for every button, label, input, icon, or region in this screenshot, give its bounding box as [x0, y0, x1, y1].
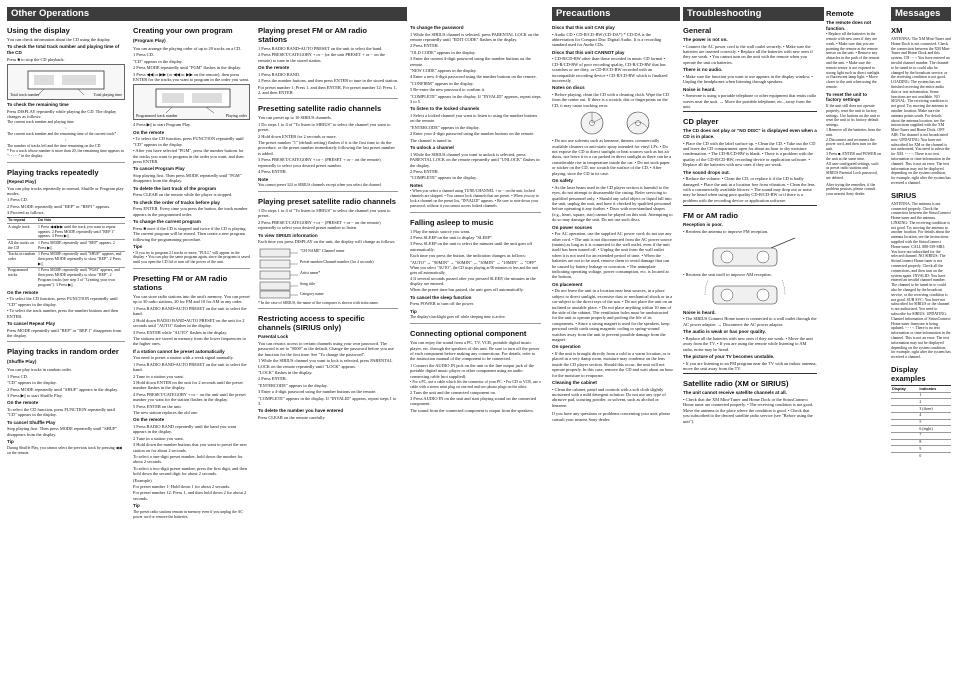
heading-playing-preset-satellite: Playing preset satellite radio channels — [258, 196, 397, 206]
heading-cd-player: CD player — [683, 117, 719, 127]
panel-troubleshooting: Troubleshooting General The power is not on. • Connect the AC power cord to the wall outlet securely. • Make sure the batteries are inserted correctly. • Replace all the batteries with new ones if they are weak. • You cannot turn on the unit with the remote when you operate the unit on batteries. There is no audio. • Make sure the function you want to use appears in the display window. • Unplug the headphones when listening through speakers. Noise is heard. • Someone is using a portable telephone or other equipment that emits radio waves near the unit. → Move the portable telephone, etc., away from the unit. CD player The CD does not play or "NO DISC" is displayed even when a CD is in place. • Place the CD with the label surface up. • Clean the CD. • Take out the CD and leave the CD compartment open for about an hour to dry moisture condensation. • The CD-R/CD-RW is blank. • There is a problem with the quality of the CD-R/CD-RW, recording device or application software. • Replace all the batteries with new ones if they are weak. The sound drops out. • Reduce the volume. • Clean the CD, or replace it if the CD is badly damaged. • Place the unit in a location free from vibration. • Clean the lens with a commercially available blower. • The sound may drop out or noise may be heard when using poor quality CD-R/CD-RW or if there is a problem with the recording device or application software. FM or AM radio Reception is poor. • Reorient the antenna to improve FM reception. • Reorient the unit itself to improve AM reception. Noise is heard. • The SIRIUS Connect Home tuner is connected to a wall outlet through the AC power adaptor. → Disconnect the AC power adaptor. The audio is weak or has poor quality. • Replace all the batteries with new ones if they are weak. • Move the unit away from the TV. • If you are using the remote while listening to AM radio, noise may be heard. The picture of your TV becomes unstable. • If you are listening to an FM program near the TV with an indoor antenna, move the unit away from the TV. Satellite radio (XM or SIRIUS) The unit cannot receive satellite channels at all. • Check that the XM Mini-Tuner and Home Dock or the SiriusConnect Home tuner are connected properly. • The receiving condition is not good. Move the antenna to the place where the condition is good. • Check that you subscribed to the desired satellite radio service (see "Before using the unit"). — [683, 7, 824, 425]
table-row: 2 — [891, 399, 951, 406]
band-troubleshooting: Troubleshooting — [683, 7, 824, 21]
heading-xm: XM — [891, 26, 903, 35]
band-precautions: Precautions — [552, 7, 680, 21]
panel-other-operations — [7, 7, 407, 519]
column-remote: Remote The remote does not function. • Replace all the batteries in the remote with new ones if they are weak. • Make sure that you are pointing the remote at the remote sensor on the unit. • Remove any obstacles in the path of the remote and the unit. • Make sure the remote sensor is not exposed to strong light such as direct sunlight or fluorescent lamp light. • Move closer to the unit when using the remote. To reset the unit to factory settings If the unit still does not operate properly, reset the unit to factory settings. Use buttons on the unit to reset the unit to its factory default settings. 1 Remove all the batteries from the unit. 2 Disconnect and reconnect the power cord, and then turn on the unit. 3 Press ■, ENTER and POWER on the unit at the same time. All user-configured settings, such as preset radio stations and SIRIUS Parental Lock password, are deleted. After trying the remedies, if the problem persists, please consult your nearest Sony dealer. — [826, 9, 881, 197]
table-row: 8 — [891, 439, 951, 446]
sirius-display-flow: "CH NAME" Channel name Preset number/Channel number (for 4 seconds) Artist name* Song title Category name — [258, 247, 398, 299]
heading-falling-asleep: Falling asleep to music — [410, 217, 494, 227]
table-row: 7 — [891, 432, 951, 439]
table-row: All the tracks on the CD 1 Press MODE repeatedly until "REP" appears. 2 Press ▶||. — [7, 240, 125, 251]
panel-messages: Messages XM ANTENNA: The XM Mini-Tuner and Home Dock is not connected. Check the connection between the XM Mini-Tuner and Home Dock and this system. CH - - -: You have entered an invalid channel number. The channel to be tuned in to could also be changed by the broadcast service, or the receiving condition is not good. LOADING: The system has not finished receiving the entire audio data or text information. Some functions are not available. NO SIGNAL: The receiving condition is not good. Try moving the antenna to another location. Make sure the antenna points south. For details about the antenna location, see the instructions supplied with the XM Mini-Tuner and Home Dock. OFF AIR: The channel is not broadcasted now. UPDATING: You have not subscribed for XM or the channel is not authorized. You need to subscribe for XM. - - - -: There is no text information or time information in the channel. This is not an error. The text information may not be displayed depending on the system condition, for example, right after the system has received a channel. SIRIUS ANTENNA: The antenna is not connected properly. Check the connection between the SiriusConnect Home tuner and the antenna. LINKING: The receiving condition is not good. Try moving the antenna to another location. For details about the antenna location, see the instructions supplied with the SiriusConnect Home tuner. CALL 888-539-SIRI: You have not subscribed for the selected channel. NO SIRIUS: The SiriusConnect Home tuner is not connected properly. Check all the connections, and then turn on the system again. INVALID: You have entered an invalid channel number. The channel to be tuned in to could also be changed by the broadcast service, or the receiving condition is not good. SUB SVC: You have not subscribed for SIRIUS or the channel is not authorized. You need to subscribe for SIRIUS. UPDATING: Channel information of SiriusConnect Home tuner firmware is being updated. - - - -: There is no text information or time information in the channel. This is not an error. The text information may not be displayed depending on the system condition, for example, right after the system has received a channel. Display examples Display Indicates 1 2 3 (three) 4 5 6 (eight) 7 8 9 0 — [891, 8, 951, 458]
heading-restricting-access: Restricting access to specific channels (SIRIUS only) — [258, 314, 365, 333]
heading-using-display: Using the display — [7, 26, 70, 35]
table-row: 9 — [891, 446, 951, 453]
heading-program-play: Creating your own program (Program Play) — [133, 26, 233, 43]
repeat-table: To repeat Do this A single track 1 Press ◀◀/▶▶ until the track you want to repeat appears. 2 Press MODE repeatedly until "REP 1" appears. 3 Press ▶||. All the tracks on the CD 1 Press MODE repeatedly until "REP" appears. 2 Press ▶||. Tracks in random order 1 Press MODE repeatedly until "SHUF" appears, and then press MODE repeatedly to show "REP". 2 Press ▶||. Programmed tracks 1 Press MODE repeatedly until "PGM" appears, and then press MODE repeatedly to show "REP". 2 Program tracks (see step 3 of "Creating your own program"). 3 Press ▶||. — [7, 217, 125, 288]
heading-remote: Remote — [826, 9, 854, 18]
display-illustration: Total track number Total playing time — [7, 64, 125, 100]
table-row: Tracks in random order 1 Press MODE repeatedly until "SHUF" appears, and then press MODE repeatedly to show "REP". 2 Press ▶||. — [7, 251, 125, 267]
heading-sirius: SIRIUS — [891, 190, 917, 200]
disc-cleaning-illustration — [552, 110, 673, 136]
band-messages: Messages — [891, 7, 951, 21]
table-row: 4 — [891, 412, 951, 419]
heading-shuffle-play: Playing tracks in random order (Shuffle Play) — [7, 347, 119, 365]
fm-antenna-illustration — [683, 236, 817, 270]
panel-precautions: Precautions Discs that this unit CAN play • Audio CD • CD-R/CD-RW (CD-DA*) * CD-DA is the abbreviation for Compact Disc Digital Audio. It is a recording standard used for Audio CDs. Discs that this unit CANNOT play • CD-R/CD-RW other than those recorded in music CD format • CD-R/CD-RW of poor recording quality, CD-R/CD-RW that has scratches or are dirty, or CD-R/CD-RW recorded with an incompatible recording device • CD-R/CD-RW which is finalized incorrectly Notes on discs • Before playing, clean the CD with a cleaning cloth. Wipe the CD from the center out. If there is a scratch, dirt or fingerprints on the CD, it may cause tracking error. • Do not use solvents such as benzene, thinner, commercially available cleaners or anti-static spray intended for vinyl LPs. • Do not expose the CD to direct sunlight or heat sources such as hot air ducts, nor leave it in a car parked in direct sunlight as there can be a considerable rise in temperature inside the car. • Do not stick paper or sticker on the CD, nor scratch the surface of the CD. • After playing, store the CD in its case. On safety • As the laser beam used in the CD player section is harmful to the eyes, do not attempt to disassemble the casing. Refer servicing to qualified personnel only. • Should any solid object or liquid fall into the unit, unplug the unit, and have it checked by qualified personnel before operating it any further. • Discs with non-standard shapes (e.g., heart, square, star) cannot be played on this unit. Attempting to do so may damage the unit. Do not use such discs. On power sources • For AC operation, use the supplied AC power cord; do not use any other cord. • The unit is not disconnected from the AC power source (mains) as long as it is connected to the wall outlet, even if the unit itself has been turned off. • Unplug the unit from the wall outlet when it is not used for an extended period of time. • When the batteries are not to be used, remove them to avoid damage that can be caused by battery leakage or corrosion. • The nameplate indicating operating voltage, power consumption, etc. is located at the bottom. On placement • Do not leave the unit in a location near heat sources, in a place subject to direct sunlight, excessive dust or mechanical shock or in a car subject to the direct rays of the sun. • Do not place the unit on an inclined or unstable place. • Do not place anything within 10 mm of the side of the cabinet. The ventilation holes must be unobstructed for the unit to operate properly and prolong the life of its components. • Since a strong magnet is used for the speakers, keep personal credit cards using magnetic coding or spring-wound watches away from the unit to prevent possible damage from the magnet. On operation • If the unit is brought directly from a cold to a warm location, or is placed in a very damp room, moisture may condense on the lens inside the CD player section. Should this occur, the unit will not operate properly. In this case, remove the CD and wait about an hour for the moisture to evaporate. Cleaning the cabinet • Clean the cabinet, panel and controls with a soft cloth slightly moistened with a mild detergent solution. Do not use any type of abrasive pad, scouring powder, or solvent, such as alcohol or benzene. If you have any questions or problems concerning your unit, please consult your nearest Sony dealer. — [552, 7, 680, 423]
heading-playing-preset-fm-am: Playing preset FM or AM radio stations — [258, 26, 368, 44]
table-row: 6 (eight) — [891, 426, 951, 433]
column-2: Creating your own program (Program Play) You can arrange the playing order of up to 20 tracks on a CD. 1 Press CD. "CD" appears in the display. 2 Press MODE repeatedly until "PGM" flashes in the display. 3 Press ◀◀ or ▶▶ (or ◀◀ or ▶▶ on the remote), then press ENTER for the tracks you want to program in the order you want. Programmed track number Playing order 4 Press ▶|| to start Program Play. On the remote • To select the CD function, press FUNCTION repeatedly until "CD" appears in the display. • After you have selected "PGM", press the number buttons for the tracks you want to program in the order you want, and then press ENTER. To cancel Program Play Stop playing first. Then press MODE repeatedly until "PGM" disappears from the display. To delete the last track of the program Press CLEAR on the remote while the player is stopped. To check the order of tracks before play Press ENTER. Every time you press the button, the track number appears in the programmed order. To change the current program Press ■ once if the CD is stopped and twice if the CD is playing. The current program will be erased. Then create a new program following the programming procedure. Tips • If you try to program 21 tracks or more, "FULL" will appear in the display. • You can play the same program again, since the program is saved until you open the CD lid or turn off the power of the unit. Presetting FM or AM radio stations You can store radio stations into the unit's memory. You can preset up to 30 radio stations, 20 for FM and 10 for AM in any order. 1 Press RADIO BAND•AUTO PRESET on the unit to select the band. 2 Hold down RADIO BAND•AUTO PRESET on the unit for 2 seconds until "AUTO" flashes in the display. 3 Press ENTER while "AUTO" flashes in the display. The stations are stored in memory from the lower frequencies to the higher ones. If a station cannot be preset automatically You need to preset a station with a weak signal manually. 1 Press RADIO BAND•AUTO PRESET on the unit to select the band. 2 Tune in a station you want. 3 Hold down ENTER on the unit for 2 seconds until the preset number flashes in the display. 4 Press PRESET/CATEGORY + or − on the unit until the preset number you want for the station flashes in the display. 5 Press ENTER on the unit. The new station replaces the old one. On the remote 1 Press RADIO BAND repeatedly until the band you want appears in the display. 2 Tune in a station you want. 3 Hold down the number buttons that you want to preset the new station on for about 2 seconds. To select a one-digit preset number, hold down the number for about 2 seconds. To select a two-digit preset number, press the first digit, and then hold down the second digit for about 2 seconds. (Example) For preset number 1: Hold down 1 for about 2 seconds. For preset number 12: Press 1, and then hold down 2 for about 2 seconds. Tip The preset radio stations remain in memory even if you unplug the AC power cord or remove the batteries. — [133, 26, 250, 519]
column-4: To change the password 1 While the SIRIUS channel is selected, press PARENTAL LOCK on the remote repeatedly until "EDIT CODE" flashes in the display. 2 Press ENTER. "OLD CODE" appears in the display. 3 Enter the current 4-digit password using the number buttons on the remote. "NEW CODE" appears in the display. 4 Enter a new 4-digit password using the number buttons on the remote. "CONFIRM" appears in the display. 5 Re-enter the new password to confirm it. "COMPLETE" appears in the display. If "INVALID" appears, repeat steps 3 to 5. To listen to the locked channels 1 Select a locked channel you want to listen to using the number buttons on the remote. "ENTERCODE" appears in the display. 2 Enter your 4-digit password using the number buttons on the remote. The channel is tuned in. To unlock a channel 1 While the SIRIUS channel you want to unlock is selected, press PARENTAL LOCK on the remote repeatedly until "UNLOCK" flashes in the display. 2 Press ENTER. "COMPLETE" appears in the display. Notes • When you select a channel using TUNE/CHANNEL + or − on the unit, locked channels are skipped. • You cannot lock channels that are preset. • When you try to lock a channel on the preset list, "INVALID" appears. • Be sure to note down your password; without it you cannot access locked channels. Falling asleep to music 1 Play the music source you want. 2 Press SLEEP on the unit to display "SLEEP". 3 Press SLEEP on the unit to select the minutes until the unit goes off automatically. Each time you press the button, the indication changes as follows: "AUTO" → "90MIN" → "60MIN" → "30MIN" → "10MIN" → "OFF" When you select "AUTO", the CD stops playing in 90 minutes or less and the unit goes off automatically. 4 If several seconds passed after you pressed SLEEP, the minutes in the display are entered. When the preset time has passed, the unit goes off automatically. To cancel the sleep function Press POWER to turn off the power. Tip The display's backlight goes off while sleeping time is active. Connecting optional component You can enjoy the sound from a PC, TV, VCR, portable digital music player, etc. through the speakers of this unit. Be sure to turn off the power of each component before making any connections. For details, refer to the instruction manual of the component to be connected. 1 Connect the AUDIO IN jack on the unit to the line output jack of the portable digital music player or other component using an audio connecting cable (not supplied). • For a PC, use a cable which fits the connector of your PC. • For CD or VCR, use a cable with a stereo mini plug on one end and two phono plugs on the other. 2 Turn the unit and the connected component on. 3 Press AUDIO IN on the unit and start playing sound on the connected component. The sound from the connected component is output from the speakers. — [410, 25, 541, 413]
table-row: 3 (three) — [891, 406, 951, 413]
table-row: A single track 1 Press ◀◀/▶▶ until the track you want to repeat appears. 2 Press MODE repeatedly until "REP 1" appears. 3 Press ▶||. — [7, 224, 125, 240]
heading-repeat-play: Playing tracks repeatedly — [7, 167, 99, 177]
heading-presetting-satellite: Presetting satellite radio channels — [258, 104, 382, 114]
display-examples-table: Display Indicates 1 2 3 (three) 4 5 6 (eight) 7 8 9 0 — [891, 385, 951, 459]
heading-connecting-component: Connecting optional component — [410, 329, 527, 339]
program-display-illustration: Programmed track number Playing order — [133, 84, 250, 120]
table-row: 1 — [891, 392, 951, 399]
column-1: Using the display You can check information about the CD using the display. To check the total track number and playing time of the CD Press ■ to stop the CD playback. Total track number Total playing time To check the remaining time Press DISPLAY repeatedly while playing the CD. The display changes as follows: The current track number and playing time ↓ The current track number and the remaining time of the current track* ↓ The number of tracks left and the time remaining on the CD * For a track whose number is more than 20, the remaining time appears as "- - : - -" in the display. Playing tracks repeatedly (Repeat Play) You can play tracks repeatedly in normal, Shuffle or Program play modes. 1 Press CD. 2 Press MODE repeatedly until "REP" or "REP1" appears. 3 Proceed as follows. To repeat Do this A single track 1 Press ◀◀/▶▶ until the track you want to repeat appears. 2 Press MODE repeatedly until "REP 1" appears. 3 Press ▶||. All the tracks on the CD 1 Press MODE repeatedly until "REP" appears. 2 Press ▶||. Tracks in random order 1 Press MODE repeatedly until "SHUF" appears, and then press MODE repeatedly to show "REP". 2 Press ▶||. Programmed tracks 1 Press MODE repeatedly until "PGM" appears, and then press MODE repeatedly to show "REP". 2 Program tracks (see step 3 of "Creating your own program"). 3 Press ▶||. On the remote • To select the CD function, press FUNCTION repeatedly until "CD" appears in the display. • To select the track number, press the number buttons and then ENTER. To cancel Repeat Play Press MODE repeatedly until "REP" or "REP 1" disappears from the display. Playing tracks in random order (Shuffle Play) You can play tracks in random order. 1 Press CD. "CD" appears in the display. 2 Press MODE repeatedly until "SHUF" appears in the display. 3 Press ▶|| to start Shuffle Play. On the remote To select the CD function, press FUNCTION repeatedly until "CD" appears in the display. To cancel Shuffle Play Stop playing first. Then press MODE repeatedly until "SHUF" disappears from the display. Tip During Shuffle Play, you cannot select the previous track by pressing ◀◀ on the remote. — [7, 26, 125, 455]
heading-display-examples: Display examples — [891, 365, 926, 383]
heading-presetting-fm-am: Presetting FM or AM radio stations — [133, 274, 228, 293]
band-other-operations: Other Operations — [7, 7, 407, 21]
table-row: Programmed tracks 1 Press MODE repeatedly until "PGM" appears, and then press MODE repeatedly to show "REP". 2 Program tracks (see step 3 of "Creating your own program"). 3 Press ▶||. — [7, 267, 125, 287]
heading-general: General — [683, 26, 712, 35]
heading-fm-am-radio: FM or AM radio — [683, 211, 738, 221]
column-3: Playing preset FM or AM radio stations 1 Press RADIO BAND•AUTO PRESET on the unit to select the band. 2 Press PRESET/CATEGORY + or − (or the unit PRESET + or − on the remote) to tune in the stored station. On the remote 1 Press RADIO BAND. 2 Press the number buttons, and then press ENTER to tune in the stored station. For preset number 1: Press 1, and then ENTER. For preset number 12: Press 1, 2, and then ENTER. Presetting satellite radio channels You can preset up to 10 SIRIUS channels. 1 Do steps 1 to 4 of "To listen to SIRIUS" to select the channel you want to preset. 2 Hold down ENTER for 2 seconds or more. The preset number "1" (default setting) flashes if it is the first time to do the procedure, or the preset number immediately following the last preset number is added. 3 Press PRESET/CATEGORY + or − (PRESET + or − on the remote) repeatedly to select your desired preset number. 4 Press ENTER. Note You cannot preset 324 or SIRIUS channels except when you select the channel. Playing preset satellite radio channels 1 Do steps 1 to 4 of "To listen to SIRIUS" to select the channel you want to preset. 2 Press PRESET/CATEGORY + or − (PRESET + or − on the remote) repeatedly to select your desired preset number to listen. To view SIRIUS information Each time you press DISPLAY on the unit, the display will change as follows: "CH NAME" Channel name Preset number/Channel number (for 4 seconds) Artist name* Song title Category name * In the case of SIRIUS, the name of the composer is shown with artist name. Restricting access to specific channels (SIRIUS only) Parental Lock You can restrict access to certain channels using your own password. The password is set to "0000" as the default. Change the password before you use the function for the first time. See "To change the password". 1 While the SIRIUS channel you want to lock is selected, press PARENTAL LOCK on the remote repeatedly until "LOCK" appears. "LOCK" flashes in the display. 2 Press ENTER. "ENTERCODE" appears in the display. 3 Enter a 4-digit password using the number buttons on the remote. "COMPLETE" appears in the display. If "INVALID" appears, repeat steps 1 to 3. To delete the number you have entered Press CLEAR on the remote carefully. — [258, 26, 398, 420]
table-row: 5 — [891, 419, 951, 426]
am-unit-illustration — [683, 280, 817, 308]
heading-satellite-radio: Satellite radio (XM or SIRIUS) — [683, 379, 789, 389]
table-row: 0 — [891, 453, 951, 459]
